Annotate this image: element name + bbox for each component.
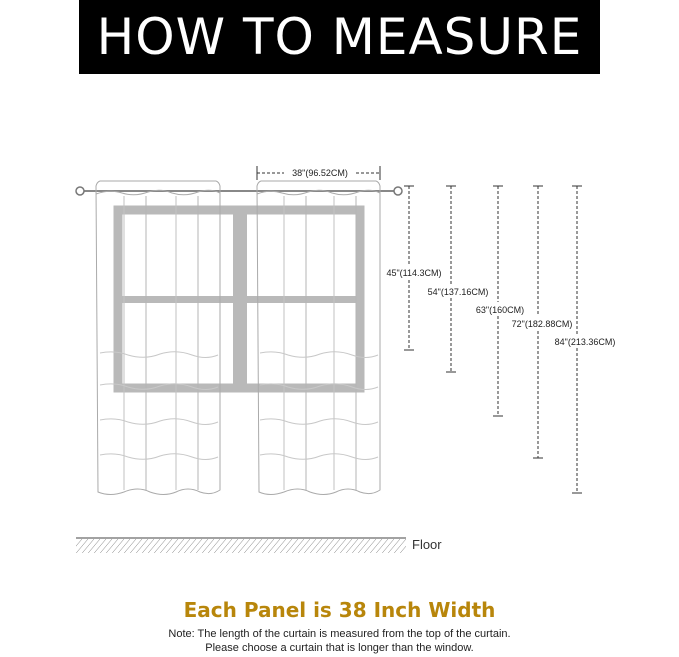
width-dimension bbox=[257, 166, 380, 180]
right-wave-3 bbox=[260, 419, 378, 425]
window-left-rail bbox=[122, 296, 233, 303]
floor-hatch-fill bbox=[76, 539, 406, 553]
rod-right-finial bbox=[394, 187, 402, 195]
panel-width-headline: Each Panel is 38 Inch Width bbox=[183, 598, 496, 622]
window-right-rail bbox=[247, 296, 356, 303]
width-dim-label: 38"(96.52CM) bbox=[292, 168, 348, 178]
length-label-63: 63"(160CM) bbox=[475, 305, 525, 315]
floor-hatch bbox=[76, 538, 406, 553]
measurement-note-line1: Note: The length of the curtain is measured from the top of the curtain. bbox=[168, 628, 511, 640]
window-center-mullion bbox=[233, 214, 247, 384]
rod-left-finial bbox=[76, 187, 84, 195]
length-label-45: 45"(114.3CM) bbox=[386, 268, 442, 278]
length-labels bbox=[386, 268, 615, 347]
floor-label: Floor bbox=[412, 537, 442, 552]
length-label-72: 72"(182.88CM) bbox=[511, 319, 573, 329]
right-wave-4 bbox=[260, 454, 378, 460]
left-wave-4 bbox=[100, 454, 218, 460]
left-wave-3 bbox=[100, 419, 218, 425]
measurement-note-line2: Please choose a curtain that is longer than the window. bbox=[205, 642, 474, 654]
length-label-54: 54"(137.16CM) bbox=[427, 287, 489, 297]
length-label-84: 84"(213.36CM) bbox=[554, 337, 616, 347]
page-title: HOW TO MEASURE bbox=[96, 8, 583, 66]
window bbox=[118, 210, 360, 388]
